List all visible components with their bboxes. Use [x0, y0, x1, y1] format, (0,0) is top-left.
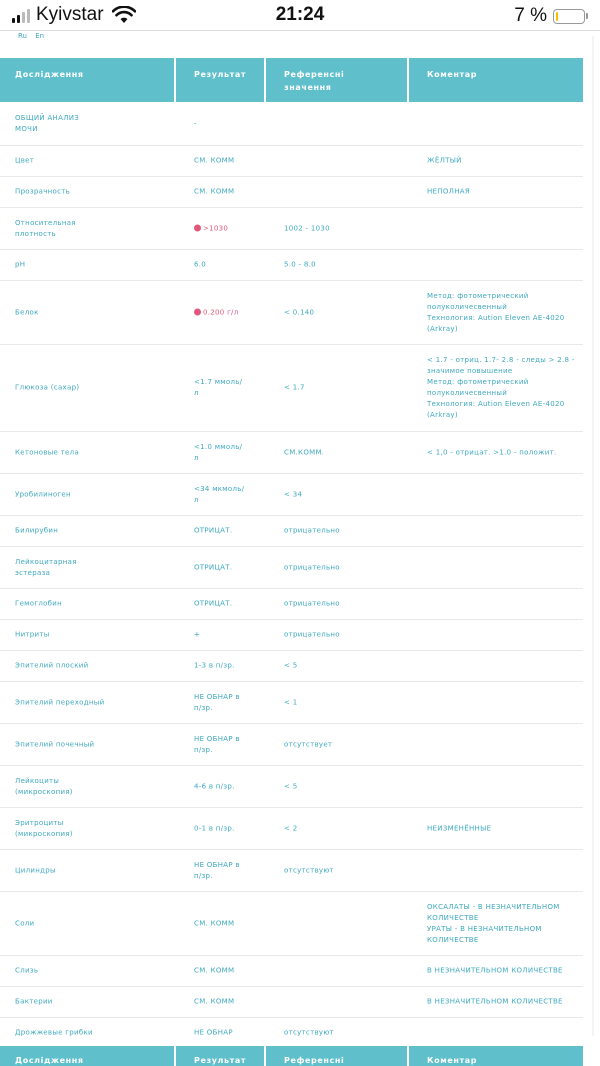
table-header-repeat — [0, 1046, 583, 1066]
cell-comment: < 1.7 - отриц. 1.7- 2.8 - следы > 2.8 - значимое повышение Метод: фотометрический полуколичесвенный Технология: Aution Eleven AE-4020 (Arkray) — [427, 356, 575, 419]
cell-result: 4-6 в п/зр. — [194, 782, 235, 790]
cell-result: ОТРИЦАТ. — [194, 563, 233, 571]
cell-result: 0-1 в п/зр. — [194, 824, 235, 832]
cell-name: Лейкоцитарная эстераза — [15, 557, 77, 577]
cell-name: Кетоновые тела — [15, 448, 80, 456]
table-row — [0, 102, 583, 146]
table-row — [0, 345, 583, 432]
table-row — [0, 651, 583, 682]
carrier-name: Kyivstar — [36, 4, 104, 25]
header-reference-line2: значення — [284, 83, 332, 92]
cell-result: СМ. КОММ — [194, 966, 235, 975]
cell-name: Прозрачность — [15, 187, 71, 196]
header-separator — [174, 58, 176, 102]
header-reference: Референсні — [284, 1056, 345, 1065]
table-row — [0, 766, 583, 808]
cell-reference: СМ.КОММ. — [284, 448, 325, 456]
cell-reference: < 5 — [284, 782, 298, 790]
cell-result: НЕ ОБНАР — [194, 1028, 233, 1037]
battery-fill — [556, 12, 558, 21]
status-bar — [0, 0, 600, 30]
cell-reference: < 1 — [284, 698, 298, 706]
table-row — [0, 547, 583, 589]
cell-name: pH — [15, 260, 26, 269]
header-comment: Коментар — [427, 1056, 478, 1065]
cell-result: СМ. КОММ — [194, 919, 235, 927]
cell-result: СМ. КОММ — [194, 156, 235, 165]
result-value: >1030 — [203, 224, 229, 232]
cell-name: Дрожжевые грибки — [15, 1028, 93, 1037]
cell-name: ОБЩИЙ АНАЛИЗ МОЧИ — [15, 113, 80, 133]
table-row — [0, 1018, 583, 1049]
language-switcher — [18, 32, 50, 40]
table-row — [0, 146, 583, 177]
cell-result — [194, 307, 264, 318]
table-row — [0, 620, 583, 651]
table-row — [0, 892, 583, 956]
cell-result: 1-3 в п/зр. — [194, 661, 235, 670]
cell-name: Цвет — [15, 156, 35, 165]
cell-reference: < 2 — [284, 824, 298, 832]
cell-comment: Метод: фотометрический полуколичесвенный Технология: Aution Eleven AE-4020 (Arkray) — [427, 291, 565, 333]
header-comment: Коментар — [427, 70, 478, 79]
cell-name: Эпителий почечный — [15, 740, 95, 748]
cell-result: <1.7 ммоль/ л — [194, 378, 243, 397]
header-result: Результат — [194, 70, 247, 79]
cell-name: Билирубин — [15, 526, 59, 535]
table-row — [0, 589, 583, 620]
cell-name: Слизь — [15, 966, 39, 975]
cell-comment: < 1,0 - отрицат. >1.0 - положит. — [427, 448, 557, 456]
result-value: 0.200 г/л — [203, 308, 239, 316]
abnormal-dot-icon — [194, 308, 201, 315]
table-body — [0, 102, 583, 1049]
cell-result: СМ. КОММ — [194, 187, 235, 196]
cell-name: Гемоглобин — [15, 599, 63, 608]
table-header — [0, 58, 583, 102]
cell-name: Глюкоза (сахар) — [15, 383, 80, 392]
table-row — [0, 987, 583, 1018]
cell-name: Соли — [15, 919, 35, 927]
table-row — [0, 516, 583, 547]
status-right — [514, 5, 588, 27]
cell-reference: < 1.7 — [284, 383, 305, 392]
cell-comment: НЕИЗМЕНЁННЫЕ — [427, 824, 492, 832]
battery-percent: 7 % — [514, 5, 547, 26]
table-row — [0, 432, 583, 474]
battery-cap — [586, 13, 588, 19]
scrollbar[interactable] — [592, 36, 594, 1036]
cell-result: <1.0 ммоль/ л — [194, 442, 243, 462]
header-separator — [407, 1046, 409, 1066]
cell-reference: 5.0 - 8.0 — [284, 260, 316, 269]
abnormal-dot-icon — [194, 224, 201, 231]
header-result: Результат — [194, 1056, 247, 1065]
header-separator — [174, 1046, 176, 1066]
table-row — [0, 281, 583, 345]
table-row — [0, 682, 583, 724]
cell-result — [194, 223, 264, 234]
cell-comment: ЖЁЛТЫЙ — [427, 156, 462, 165]
table-row — [0, 474, 583, 516]
cell-reference: < 5 — [284, 661, 298, 670]
table-row — [0, 956, 583, 987]
cell-comment: В НЕЗНАЧИТЕЛЬНОМ КОЛИЧЕСТВЕ — [427, 966, 563, 975]
cell-name: Бактерии — [15, 997, 53, 1006]
cell-reference: отсутствуют — [284, 866, 334, 874]
cell-reference: отрицательно — [284, 599, 340, 608]
cell-comment: ОКСАЛАТЫ - В НЕЗНАЧИТЕЛЬНОМ КОЛИЧЕСТВЕ УРАТЫ - В НЕЗНАЧИТЕЛЬНОМ КОЛИЧЕСТВЕ — [427, 902, 560, 944]
header-reference-line1: Референсні — [284, 70, 345, 79]
cell-reference: < 34 — [284, 490, 303, 498]
table-row — [0, 250, 583, 281]
cell-result: + — [194, 630, 201, 639]
top-divider — [0, 30, 600, 31]
cell-name: Уробилиноген — [15, 490, 71, 498]
cell-reference: отсутствует — [284, 740, 333, 748]
cell-reference: отрицательно — [284, 630, 340, 639]
header-separator — [264, 58, 266, 102]
cell-name: Лейкоциты (микроскопия) — [15, 776, 73, 796]
cell-name: Эпителий плоский — [15, 661, 89, 670]
cell-result: ОТРИЦАТ. — [194, 526, 233, 535]
cell-reference: отсутствуют — [284, 1028, 334, 1037]
cell-result: НЕ ОБНАР в п/зр. — [194, 734, 240, 754]
cell-reference: отрицательно — [284, 526, 340, 535]
cell-name: Белок — [15, 308, 39, 316]
cell-name: Относительная плотность — [15, 218, 76, 238]
cell-reference: отрицательно — [284, 563, 340, 571]
cell-reference: 1002 - 1030 — [284, 224, 330, 232]
cell-result: НЕ ОБНАР в п/зр. — [194, 692, 240, 712]
lang-ru-link[interactable]: Ru — [18, 32, 27, 40]
cell-result: <34 мкмоль/ л — [194, 484, 245, 504]
clock: 21:24 — [275, 4, 325, 25]
cell-reference: < 0.140 — [284, 308, 315, 316]
cell-name: Нитриты — [15, 630, 50, 639]
lang-en-link[interactable]: En — [35, 32, 45, 40]
cell-result: НЕ ОБНАР в п/зр. — [194, 860, 240, 880]
table-row — [0, 208, 583, 250]
table-row — [0, 850, 583, 892]
cell-result: СМ. КОММ — [194, 997, 235, 1006]
header-separator — [407, 58, 409, 102]
table-row — [0, 177, 583, 208]
cell-result: - — [194, 119, 197, 127]
header-separator — [264, 1046, 266, 1066]
table-row — [0, 808, 583, 850]
cell-comment: НЕПОЛНАЯ — [427, 187, 471, 196]
header-study: Дослідження — [15, 1056, 84, 1065]
results-table — [0, 58, 583, 1049]
table-row — [0, 724, 583, 766]
cell-name: Эпителий переходный — [15, 698, 105, 706]
header-study: Дослідження — [15, 70, 84, 79]
cell-result: 6.0 — [194, 260, 207, 269]
battery-icon — [553, 9, 585, 24]
cell-comment: В НЕЗНАЧИТЕЛЬНОМ КОЛИЧЕСТВЕ — [427, 997, 563, 1006]
cell-name: Эритроциты (микроскопия) — [15, 818, 73, 838]
cell-result: ОТРИЦАТ. — [194, 599, 233, 608]
cell-name: Цилиндры — [15, 866, 56, 874]
header-reference — [284, 68, 344, 94]
